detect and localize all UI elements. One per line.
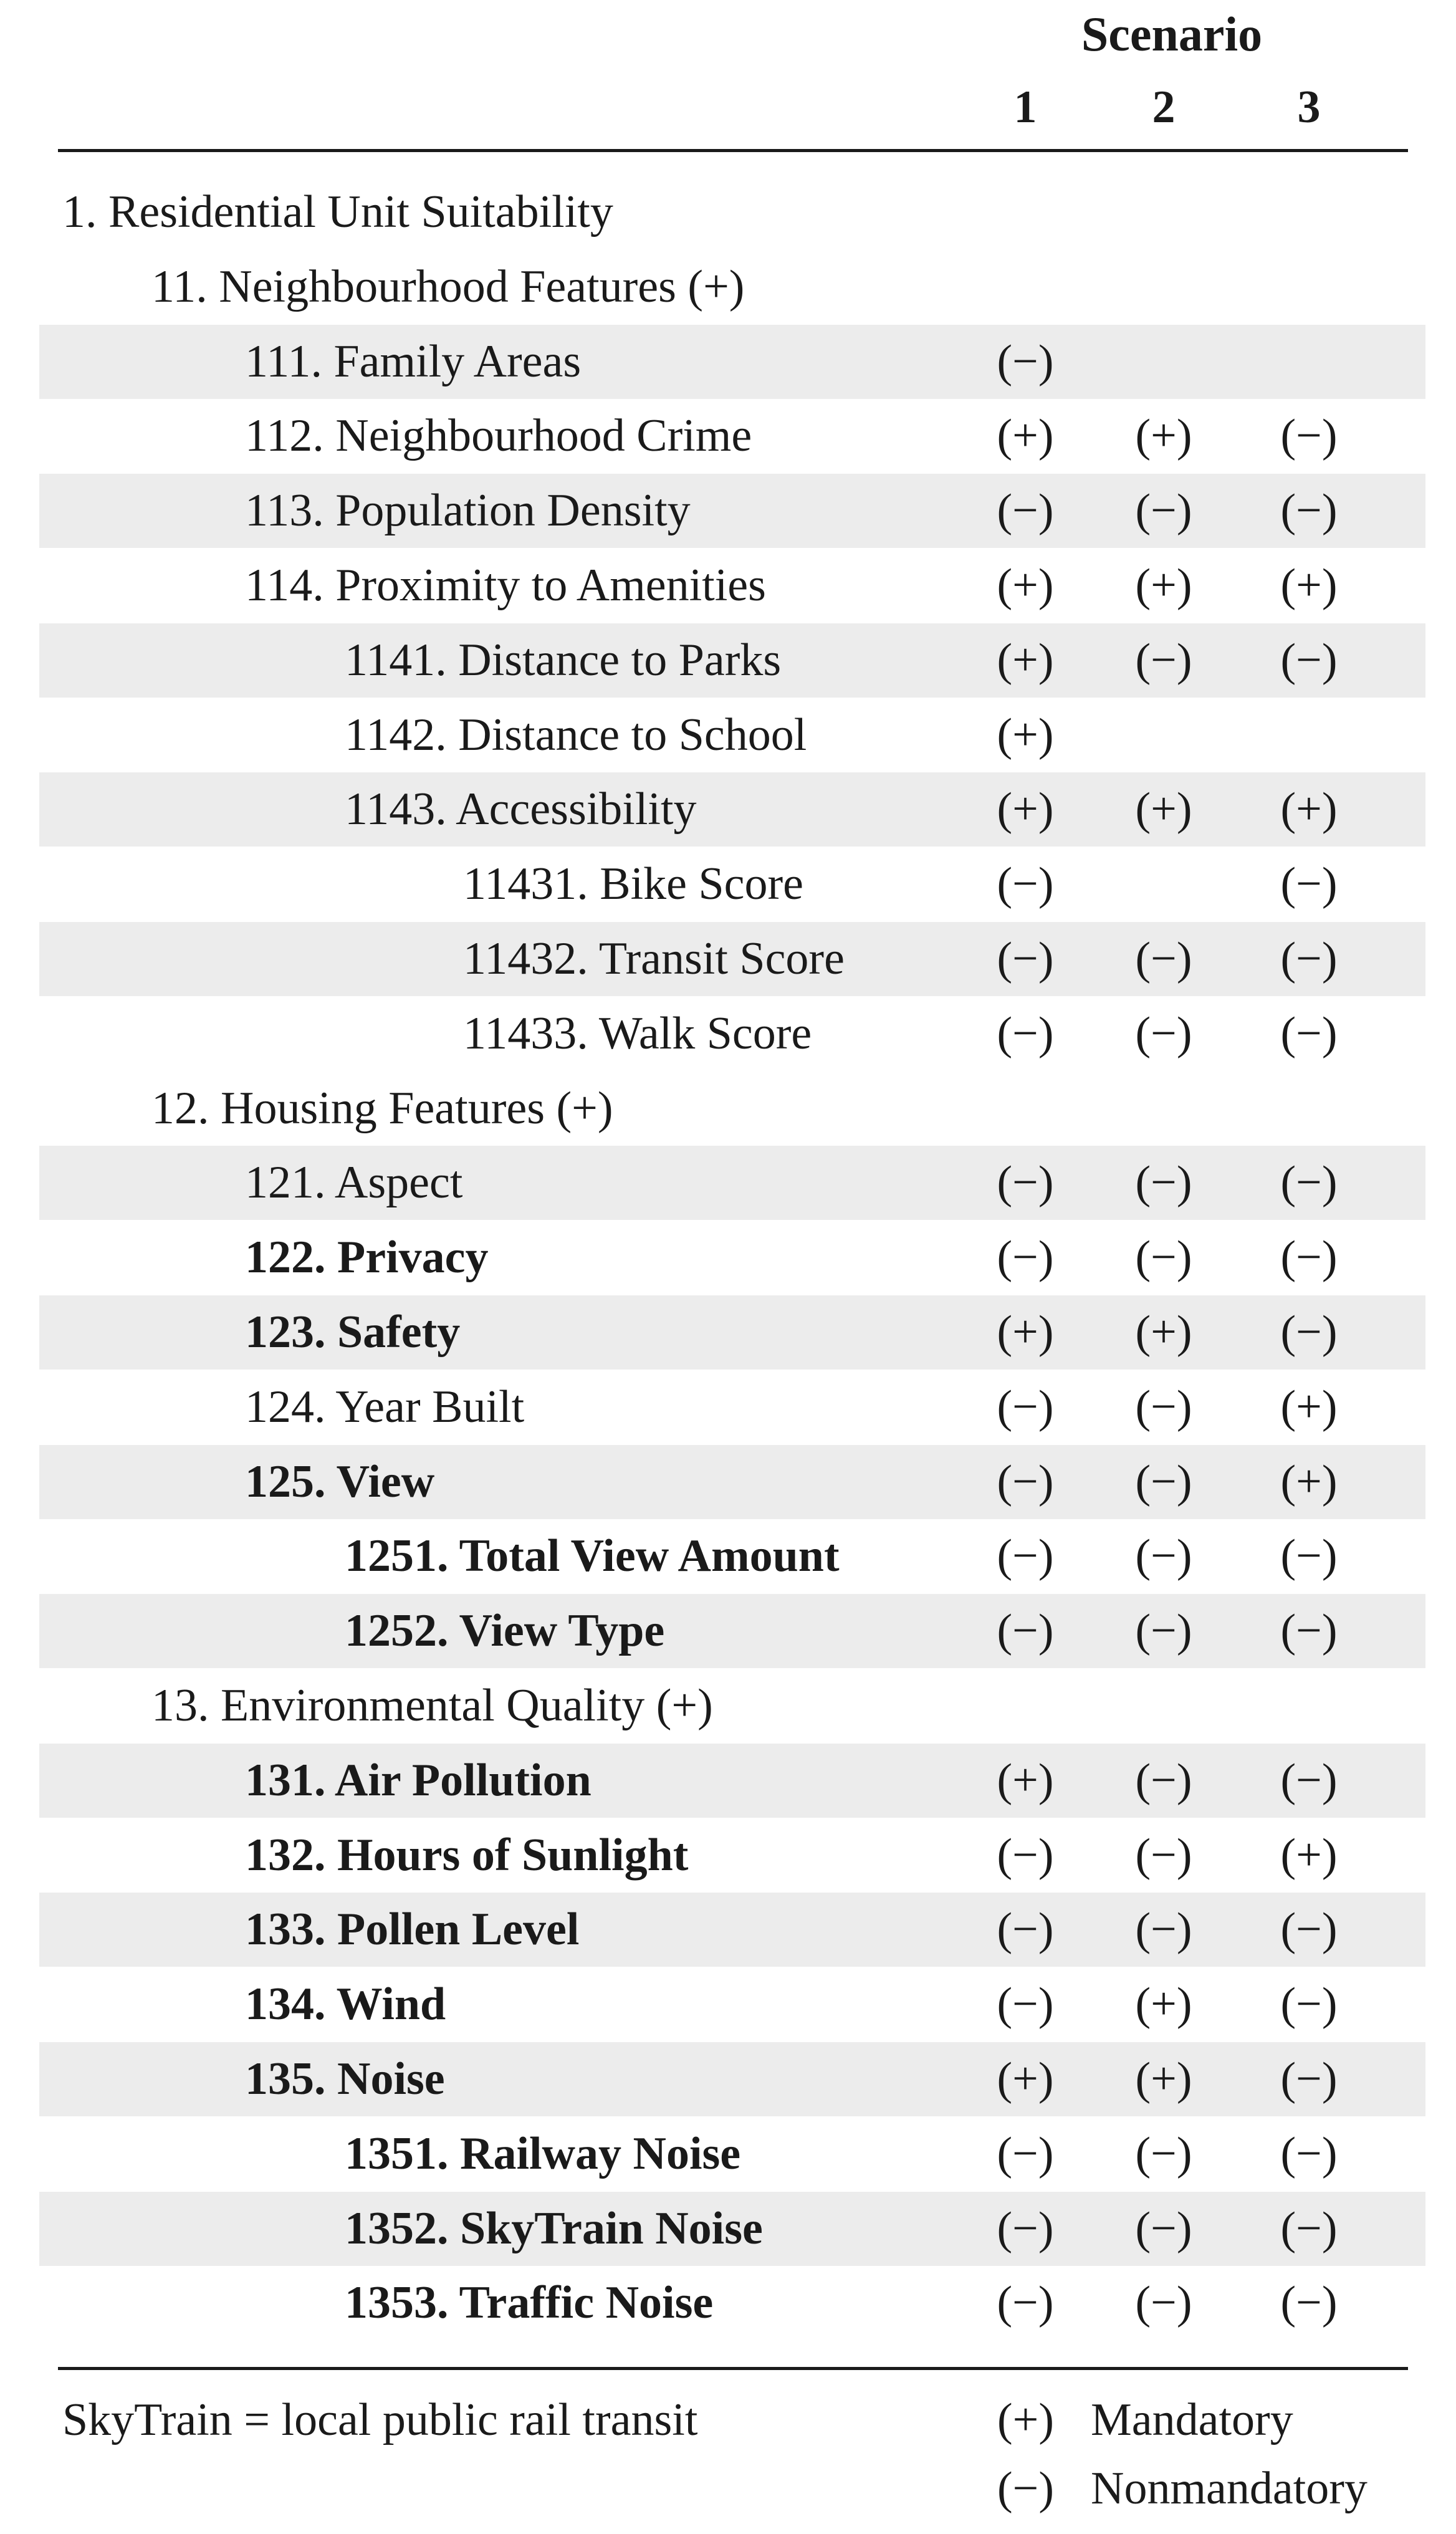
scenario-3-mark: (+) — [1280, 560, 1338, 611]
row-label: 11433. Walk Score — [463, 1008, 812, 1059]
scenario-1-mark: (−) — [997, 1830, 1054, 1881]
scenario-1-mark: (+) — [997, 2053, 1054, 2104]
row-label: 121. Aspect — [245, 1157, 463, 1208]
scenario-1-mark: (−) — [997, 1008, 1054, 1059]
row-label: 1252. View Type — [345, 1605, 665, 1656]
scenario-3-mark: (+) — [1280, 784, 1338, 835]
row-label: 125. View — [245, 1456, 435, 1507]
scenario-3-mark: (+) — [1280, 1456, 1338, 1507]
scenario-3-mark: (−) — [1280, 2277, 1338, 2328]
scenario-3-mark: (−) — [1280, 933, 1338, 984]
scenario-1-mark: (−) — [997, 1605, 1054, 1656]
legend-mandatory — [997, 2394, 1293, 2447]
table-row — [39, 1893, 1425, 1967]
scenario-column-2-header: 2 — [1152, 82, 1176, 133]
table-row — [39, 399, 1425, 473]
row-label: 11432. Transit Score — [463, 933, 845, 984]
table-row — [39, 1370, 1425, 1444]
scenario-1-mark: (−) — [997, 1381, 1054, 1433]
scenario-1-mark: (−) — [997, 933, 1054, 984]
scenario-2-mark: (−) — [1135, 1381, 1192, 1433]
scenario-header: Scenario — [1081, 7, 1263, 61]
table-row — [39, 1594, 1425, 1668]
scenario-2-mark: (+) — [1135, 784, 1192, 835]
table-row — [39, 2042, 1425, 2116]
row-label: 11431. Bike Score — [463, 858, 804, 909]
scenario-2-mark: (−) — [1135, 485, 1192, 536]
table-row — [39, 623, 1425, 698]
table-row — [39, 175, 1425, 249]
row-label: 132. Hours of Sunlight — [245, 1830, 689, 1881]
table-row — [39, 698, 1425, 772]
table-row — [39, 1967, 1425, 2042]
scenario-1-mark: (−) — [997, 485, 1054, 536]
row-label: 131. Air Pollution — [245, 1755, 592, 1806]
scenario-3-mark: (−) — [1280, 1979, 1338, 2030]
table-row — [39, 2192, 1425, 2266]
scenario-2-mark: (−) — [1135, 1008, 1192, 1059]
row-label: 122. Privacy — [245, 1232, 489, 1283]
legend-mandatory-symbol: (+) — [997, 2394, 1055, 2445]
scenario-3-mark: (−) — [1280, 2053, 1338, 2104]
table-row — [39, 1295, 1425, 1370]
legend-mandatory-text: Mandatory — [1091, 2394, 1293, 2445]
scenario-1-mark: (−) — [997, 336, 1054, 387]
table-row — [39, 1072, 1425, 1146]
scenario-2-mark: (−) — [1135, 1605, 1192, 1656]
scenario-1-mark: (−) — [997, 1904, 1054, 1955]
scenario-2-mark: (−) — [1135, 1755, 1192, 1806]
scenario-1-mark: (−) — [997, 1157, 1054, 1208]
row-label: 123. Safety — [245, 1307, 461, 1358]
scenario-2-mark: (+) — [1135, 410, 1192, 461]
row-label: 1141. Distance to Parks — [345, 635, 782, 686]
table-bottom-rule — [58, 2367, 1408, 2370]
table-row — [39, 847, 1425, 921]
scenario-3-mark: (−) — [1280, 2203, 1338, 2254]
row-label: 1. Residential Unit Suitability — [62, 186, 613, 238]
row-label: 1142. Distance to School — [345, 709, 807, 761]
scenario-3-mark: (−) — [1280, 1605, 1338, 1656]
scenario-3-mark: (+) — [1280, 1381, 1338, 1433]
scenario-1-mark: (−) — [997, 1232, 1054, 1283]
scenario-3-mark: (−) — [1280, 635, 1338, 686]
scenario-column-1-header: 1 — [1013, 82, 1037, 133]
table-row — [39, 1818, 1425, 1893]
scenario-2-mark: (−) — [1135, 1157, 1192, 1208]
table-row — [39, 1146, 1425, 1220]
row-label: 1353. Traffic Noise — [345, 2277, 714, 2328]
row-label: 113. Population Density — [245, 485, 691, 536]
scenario-3-mark: (−) — [1280, 1157, 1338, 1208]
scenario-2-mark: (−) — [1135, 1904, 1192, 1955]
scenario-2-mark: (−) — [1135, 933, 1192, 984]
scenario-3-mark: (−) — [1280, 1904, 1338, 1955]
table-row — [39, 250, 1425, 324]
scenario-column-3-header: 3 — [1297, 82, 1321, 133]
scenario-1-mark: (+) — [997, 410, 1054, 461]
table-row — [39, 1744, 1425, 1818]
table-row — [39, 2117, 1425, 2191]
scenario-2-mark: (+) — [1135, 1979, 1192, 2030]
scenario-2-mark: (−) — [1135, 2128, 1192, 2179]
scenario-1-mark: (−) — [997, 2203, 1054, 2254]
scenario-1-mark: (+) — [997, 709, 1054, 761]
scenario-1-mark: (+) — [997, 635, 1054, 686]
scenario-3-mark: (−) — [1280, 485, 1338, 536]
table-row — [39, 922, 1425, 996]
table-footnote: SkyTrain = local public rail transit — [62, 2394, 698, 2445]
table-row — [39, 474, 1425, 548]
scenario-1-mark: (−) — [997, 2277, 1054, 2328]
table-row — [39, 1445, 1425, 1519]
scenario-1-mark: (+) — [997, 784, 1054, 835]
scenario-2-mark: (−) — [1135, 1456, 1192, 1507]
table-top-rule — [58, 149, 1408, 152]
table-row — [39, 549, 1425, 623]
row-label: 1351. Railway Noise — [345, 2128, 741, 2179]
row-label: 133. Pollen Level — [245, 1904, 580, 1955]
row-label: 1251. Total View Amount — [345, 1530, 840, 1581]
scenario-2-mark: (−) — [1135, 1830, 1192, 1881]
row-label: 12. Housing Features (+) — [151, 1083, 613, 1134]
scenario-1-mark: (−) — [997, 1530, 1054, 1581]
row-label: 114. Proximity to Amenities — [245, 560, 766, 611]
scenario-2-mark: (−) — [1135, 2203, 1192, 2254]
scenario-2-mark: (−) — [1135, 635, 1192, 686]
table-row — [39, 1519, 1425, 1593]
legend-nonmandatory-symbol: (−) — [997, 2463, 1055, 2514]
scenario-1-mark: (+) — [997, 560, 1054, 611]
table-row — [39, 997, 1425, 1071]
scenario-2-mark: (−) — [1135, 2277, 1192, 2328]
row-label: 112. Neighbourhood Crime — [245, 410, 752, 461]
row-label: 134. Wind — [245, 1979, 446, 2030]
scenario-1-mark: (−) — [997, 2128, 1054, 2179]
scenario-3-mark: (−) — [1280, 1755, 1338, 1806]
row-label: 124. Year Built — [245, 1381, 525, 1433]
scenario-1-mark: (−) — [997, 858, 1054, 909]
scenario-1-mark: (+) — [997, 1307, 1054, 1358]
table-row — [39, 1669, 1425, 1743]
legend-nonmandatory — [997, 2462, 1367, 2515]
scenario-3-mark: (−) — [1280, 1307, 1338, 1358]
legend-nonmandatory-text: Nonmandatory — [1091, 2463, 1367, 2514]
scenario-2-mark: (−) — [1135, 1530, 1192, 1581]
table-row — [39, 1221, 1425, 1295]
row-label: 135. Noise — [245, 2053, 445, 2104]
scenario-1-mark: (−) — [997, 1979, 1054, 2030]
scenario-3-mark: (−) — [1280, 2128, 1338, 2179]
scenario-3-mark: (−) — [1280, 410, 1338, 461]
scenario-2-mark: (+) — [1135, 1307, 1192, 1358]
scenario-3-mark: (−) — [1280, 1008, 1338, 1059]
row-label: 111. Family Areas — [245, 336, 582, 387]
scenario-2-mark: (−) — [1135, 1232, 1192, 1283]
row-label: 13. Environmental Quality (+) — [151, 1680, 713, 1731]
scenario-3-mark: (−) — [1280, 1232, 1338, 1283]
scenario-3-mark: (+) — [1280, 1830, 1338, 1881]
table-row — [39, 2266, 1425, 2340]
scenario-1-mark: (−) — [997, 1456, 1054, 1507]
scenario-3-mark: (−) — [1280, 1530, 1338, 1581]
row-label: 11. Neighbourhood Features (+) — [151, 261, 745, 312]
row-label: 1143. Accessibility — [345, 784, 697, 835]
table-row — [39, 325, 1425, 399]
table-row — [39, 772, 1425, 847]
scenario-1-mark: (+) — [997, 1755, 1054, 1806]
scenario-3-mark: (−) — [1280, 858, 1338, 909]
scenario-2-mark: (+) — [1135, 2053, 1192, 2104]
scenario-2-mark: (+) — [1135, 560, 1192, 611]
row-label: 1352. SkyTrain Noise — [345, 2203, 763, 2254]
